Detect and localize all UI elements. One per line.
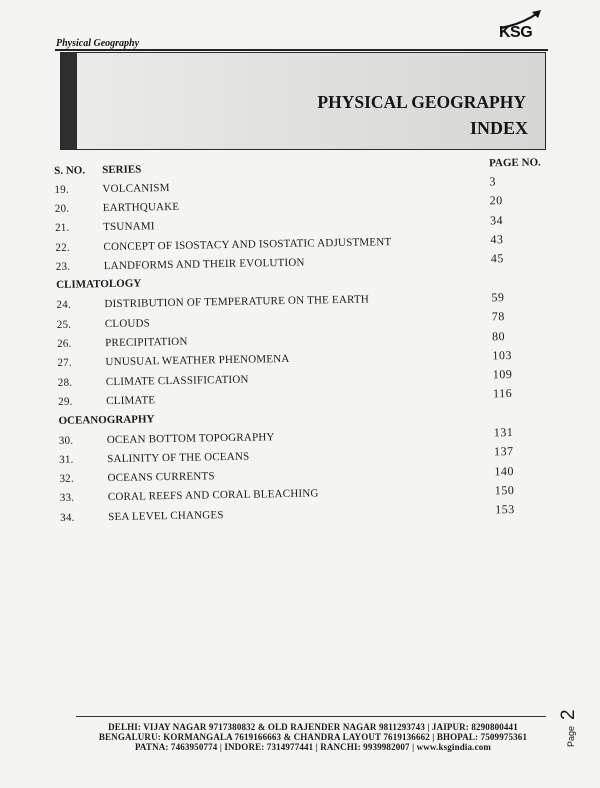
row-sno: 21. — [55, 221, 70, 235]
running-header: Physical Geography — [56, 38, 140, 49]
row-page-number: 80 — [491, 328, 506, 343]
row-page-number: 116 — [492, 386, 513, 401]
row-series-title: CLIMATE CLASSIFICATION — [105, 373, 249, 388]
row-sno: 19. — [54, 183, 69, 196]
row-sno: 25. — [56, 318, 72, 331]
page-marker-number: 2 — [558, 709, 579, 720]
row-series-title: CORAL REEFS AND CORAL BLEACHING — [107, 487, 319, 504]
page-number-marker — [558, 709, 582, 747]
row-series-title: UNUSUAL WEATHER PHENOMENA — [105, 353, 290, 369]
row-series-title: CONCEPT OF ISOSTACY AND ISOSTATIC ADJUSTMENT — [103, 235, 392, 253]
row-sno: 33. — [59, 492, 75, 505]
row-sno: 27. — [57, 357, 72, 370]
row-series-title: EARTHQUAKE — [102, 200, 180, 215]
row-sno: 31. — [59, 453, 74, 466]
row-series-title: OCEANS CURRENTS — [107, 470, 215, 485]
title-box — [60, 52, 546, 150]
section-heading-oceanography: OCEANOGRAPHY — [58, 412, 155, 427]
row-series-title: LANDFORMS AND THEIR EVOLUTION — [103, 256, 305, 272]
row-page-number: 59 — [491, 290, 505, 305]
row-series-title: DISTRIBUTION OF TEMPERATURE ON THE EARTH — [104, 293, 370, 311]
row-sno: 30. — [58, 434, 74, 447]
row-page-number: 109 — [492, 367, 513, 382]
index-table — [54, 153, 555, 527]
title-box-bar — [61, 53, 77, 149]
footer-line: DELHI: VIJAY NAGAR 9717380832 & OLD RAJENDER NAGAR 9811293743 | JAIPUR: 8290800441 — [108, 722, 518, 732]
row-page-number: 137 — [494, 444, 514, 459]
section-heading-climatology: CLIMATOLOGY — [56, 277, 142, 292]
row-page-number: 20 — [489, 193, 503, 208]
row-series-title: TSUNAMI — [103, 220, 155, 234]
footer-line: PATNA: 7463950774 | INDORE: 7314977441 | RANCHI: 9939982007 | www.ksgindia.com — [134, 742, 492, 752]
row-page-number: 153 — [495, 502, 515, 517]
row-sno: 23. — [55, 260, 71, 273]
row-page-number: 34 — [489, 212, 504, 228]
row-sno: 32. — [59, 472, 74, 486]
footer-contacts — [76, 722, 550, 752]
column-header-sno: S. NO. — [54, 164, 86, 177]
row-series-title: OCEAN BOTTOM TOPOGRAPHY — [106, 430, 275, 446]
column-header-series: SERIES — [102, 163, 142, 177]
row-page-number: 3 — [489, 174, 497, 189]
footer-line: BENGALURU: KORMANGALA 7619166663 & CHANDRA LAYOUT 7619136662 | BHOPAL: 7509975361 — [98, 732, 528, 742]
row-sno: 22. — [55, 241, 70, 254]
ksg-logo — [494, 6, 548, 46]
page-subtitle: INDEX — [469, 118, 528, 138]
row-sno: 24. — [56, 299, 71, 312]
row-series-title: SALINITY OF THE OCEANS — [107, 450, 250, 465]
row-sno: 29. — [58, 395, 73, 408]
row-page-number: 78 — [491, 309, 505, 324]
row-sno: 34. — [60, 511, 75, 524]
page-title: PHYSICAL GEOGRAPHY — [317, 92, 526, 112]
row-page-number: 140 — [494, 463, 515, 478]
row-series-title: VOLCANISM — [102, 181, 170, 195]
row-sno: 28. — [57, 376, 73, 389]
logo-text: KSG — [499, 24, 533, 41]
page-marker-label: Page — [566, 725, 576, 747]
row-sno: 20. — [54, 202, 70, 215]
row-series-title: SEA LEVEL CHANGES — [108, 508, 224, 523]
row-series-title: CLOUDS — [104, 317, 151, 330]
row-series-title: PRECIPITATION — [105, 335, 188, 350]
row-series-title: CLIMATE — [106, 394, 156, 408]
row-page-number: 45 — [490, 251, 504, 266]
row-page-number: 131 — [493, 425, 514, 440]
row-page-number: 150 — [494, 482, 515, 498]
header-rule — [55, 49, 548, 51]
row-page-number: 103 — [492, 347, 513, 363]
row-sno: 26. — [57, 337, 72, 350]
footer-rule — [76, 716, 546, 717]
column-header-page: PAGE NO. — [488, 156, 541, 170]
row-page-number: 43 — [490, 232, 504, 247]
